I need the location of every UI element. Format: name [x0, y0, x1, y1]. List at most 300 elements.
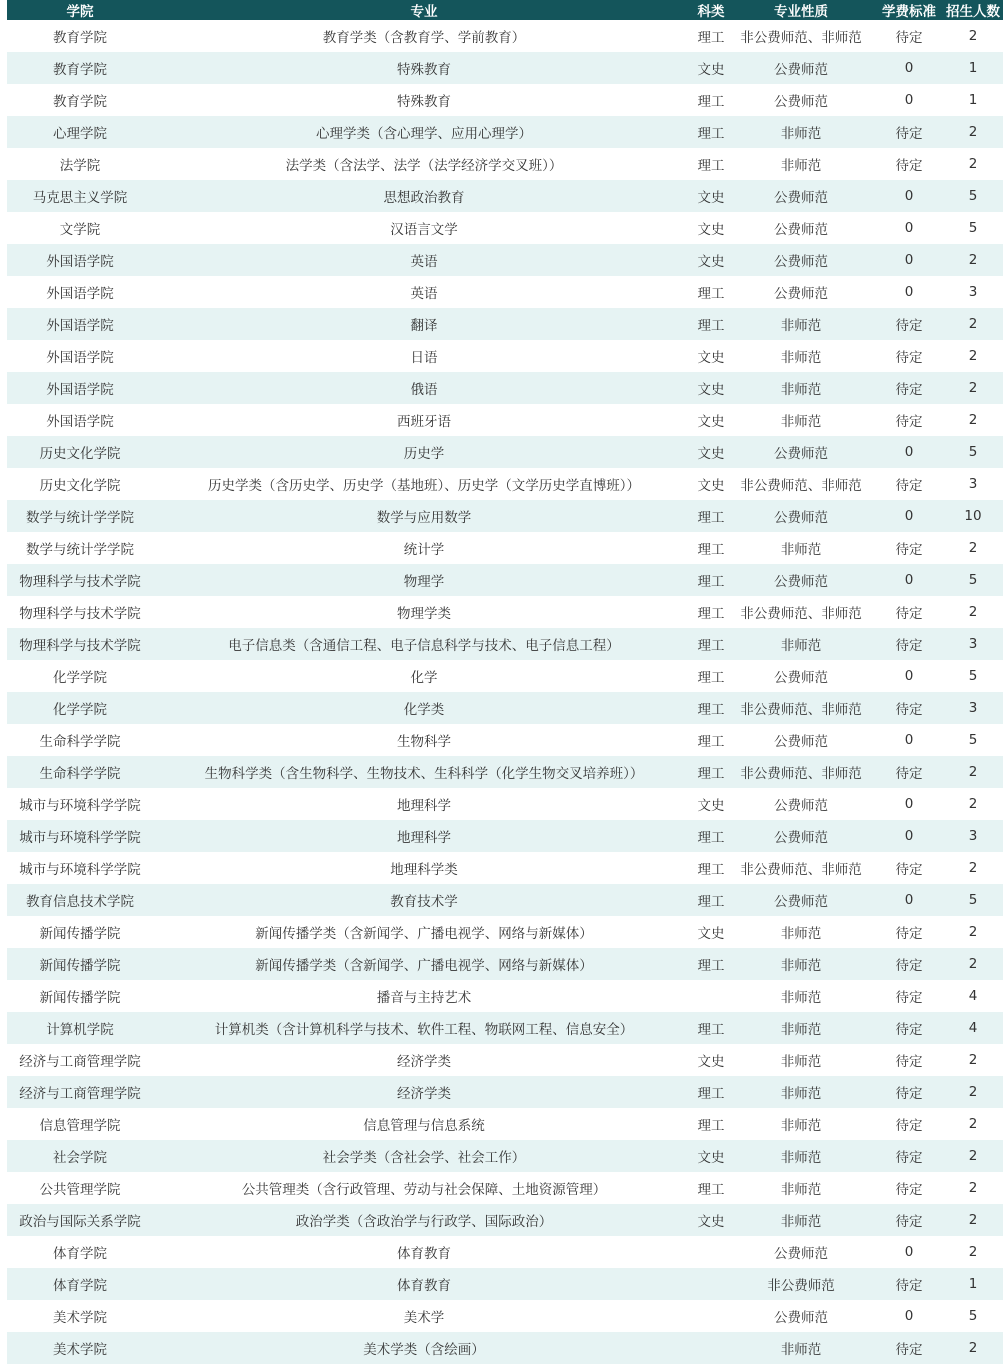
cell-nature: 公费师范: [727, 436, 875, 468]
cell-fee: 待定: [875, 916, 943, 948]
cell-nature: 非师范: [727, 628, 875, 660]
cell-nature: 非师范: [727, 404, 875, 436]
row-gap: [0, 820, 7, 852]
cell-subject: 理工: [695, 84, 727, 116]
cell-college: 物理科学与技术学院: [7, 564, 153, 596]
cell-major: 物理学类: [153, 596, 695, 628]
cell-subject: 理工: [695, 884, 727, 916]
cell-nature: 非公费师范、非师范: [727, 596, 875, 628]
cell-fee: 待定: [875, 948, 943, 980]
cell-nature: 公费师范: [727, 1236, 875, 1268]
cell-major: 日语: [153, 340, 695, 372]
cell-subject: 理工: [695, 1012, 727, 1044]
cell-nature: 公费师范: [727, 52, 875, 84]
cell-quota: 2: [943, 756, 1003, 788]
cell-quota: 10: [943, 500, 1003, 532]
row-gap: [0, 724, 7, 756]
table-body: [0, 20, 1003, 1364]
table-row: [0, 596, 1003, 628]
row-gap: [0, 436, 7, 468]
cell-nature: 公费师范: [727, 212, 875, 244]
cell-fee: 待定: [875, 980, 943, 1012]
cell-fee: 待定: [875, 372, 943, 404]
cell-nature: 非公费师范、非师范: [727, 756, 875, 788]
cell-college: 政治与国际关系学院: [7, 1204, 153, 1236]
cell-quota: 2: [943, 852, 1003, 884]
cell-college: 心理学院: [7, 116, 153, 148]
cell-nature: 非公费师范: [727, 1268, 875, 1300]
cell-major: 法学类（含法学、法学（法学经济学交叉班））: [153, 148, 695, 180]
table-row: [0, 20, 1003, 52]
cell-fee: 待定: [875, 1204, 943, 1236]
cell-fee: 待定: [875, 532, 943, 564]
cell-fee: 待定: [875, 596, 943, 628]
row-gap: [0, 564, 7, 596]
cell-fee: 待定: [875, 148, 943, 180]
cell-quota: 5: [943, 436, 1003, 468]
cell-college: 生命科学学院: [7, 724, 153, 756]
cell-major: 特殊教育: [153, 52, 695, 84]
cell-quota: 2: [943, 1140, 1003, 1172]
table-row: [0, 724, 1003, 756]
table-row: [0, 404, 1003, 436]
table-row: [0, 212, 1003, 244]
cell-fee: 待定: [875, 1332, 943, 1364]
row-gap: [0, 692, 7, 724]
cell-fee: 待定: [875, 20, 943, 52]
cell-fee: 待定: [875, 1076, 943, 1108]
cell-fee: 待定: [875, 756, 943, 788]
cell-college: 城市与环境科学学院: [7, 852, 153, 884]
cell-fee: 0: [875, 436, 943, 468]
table-row: [0, 916, 1003, 948]
cell-nature: 非师范: [727, 1140, 875, 1172]
table-row: [0, 468, 1003, 500]
cell-quota: 2: [943, 788, 1003, 820]
table-row: [0, 1300, 1003, 1332]
cell-nature: 非师范: [727, 1076, 875, 1108]
cell-college: 经济与工商管理学院: [7, 1076, 153, 1108]
table-row: [0, 276, 1003, 308]
cell-fee: 待定: [875, 1268, 943, 1300]
cell-major: 俄语: [153, 372, 695, 404]
cell-major: 历史学类（含历史学、历史学（基地班）、历史学（文学历史学直博班））: [153, 468, 695, 500]
cell-nature: 公费师范: [727, 180, 875, 212]
cell-quota: 2: [943, 1204, 1003, 1236]
cell-major: 翻译: [153, 308, 695, 340]
cell-subject: 理工: [695, 756, 727, 788]
cell-subject: 文史: [695, 180, 727, 212]
row-gap: [0, 884, 7, 916]
cell-major: 教育学类（含教育学、学前教育）: [153, 20, 695, 52]
cell-subject: 文史: [695, 916, 727, 948]
cell-nature: 非公费师范、非师范: [727, 852, 875, 884]
table-row: [0, 628, 1003, 660]
cell-quota: 2: [943, 1108, 1003, 1140]
cell-major: 公共管理类（含行政管理、劳动与社会保障、土地资源管理）: [153, 1172, 695, 1204]
row-gap: [0, 372, 7, 404]
cell-college: 新闻传播学院: [7, 980, 153, 1012]
cell-quota: 2: [943, 404, 1003, 436]
cell-subject: 文史: [695, 404, 727, 436]
cell-quota: 4: [943, 1012, 1003, 1044]
header-fee: 学费标准: [875, 0, 943, 20]
row-gap: [0, 500, 7, 532]
cell-college: 社会学院: [7, 1140, 153, 1172]
cell-quota: 1: [943, 84, 1003, 116]
row-gap: [0, 244, 7, 276]
cell-college: 体育学院: [7, 1236, 153, 1268]
row-gap: [0, 180, 7, 212]
row-gap: [0, 1044, 7, 1076]
cell-quota: 2: [943, 20, 1003, 52]
cell-fee: 0: [875, 724, 943, 756]
cell-subject: 理工: [695, 564, 727, 596]
cell-quota: 2: [943, 596, 1003, 628]
cell-fee: 待定: [875, 852, 943, 884]
cell-quota: 1: [943, 52, 1003, 84]
table-row: [0, 980, 1003, 1012]
cell-major: 经济学类: [153, 1076, 695, 1108]
cell-major: 化学类: [153, 692, 695, 724]
cell-fee: 待定: [875, 1172, 943, 1204]
row-gap: [0, 212, 7, 244]
cell-quota: 5: [943, 180, 1003, 212]
cell-subject: 理工: [695, 820, 727, 852]
row-gap: [0, 916, 7, 948]
cell-nature: 公费师范: [727, 820, 875, 852]
cell-fee: 0: [875, 500, 943, 532]
cell-major: 统计学: [153, 532, 695, 564]
table-row: [0, 1204, 1003, 1236]
cell-college: 化学学院: [7, 692, 153, 724]
cell-nature: 非师范: [727, 916, 875, 948]
cell-fee: 待定: [875, 308, 943, 340]
cell-major: 数学与应用数学: [153, 500, 695, 532]
cell-subject: 文史: [695, 1140, 727, 1172]
cell-major: 英语: [153, 244, 695, 276]
cell-major: 化学: [153, 660, 695, 692]
cell-major: 新闻传播学类（含新闻学、广播电视学、网络与新媒体）: [153, 916, 695, 948]
row-gap: [0, 340, 7, 372]
cell-college: 物理科学与技术学院: [7, 596, 153, 628]
cell-college: 美术学院: [7, 1332, 153, 1364]
row-gap: [0, 404, 7, 436]
cell-college: 教育学院: [7, 20, 153, 52]
cell-nature: 公费师范: [727, 276, 875, 308]
cell-subject: 文史: [695, 1204, 727, 1236]
cell-quota: 2: [943, 1076, 1003, 1108]
cell-quota: 2: [943, 148, 1003, 180]
cell-subject: 理工: [695, 532, 727, 564]
cell-subject: 文史: [695, 436, 727, 468]
cell-nature: 非师范: [727, 372, 875, 404]
header-college: 学院: [7, 0, 153, 20]
row-gap: [0, 148, 7, 180]
cell-fee: 0: [875, 276, 943, 308]
cell-quota: 3: [943, 628, 1003, 660]
table-row: [0, 1076, 1003, 1108]
row-gap: [0, 308, 7, 340]
cell-subject: 理工: [695, 660, 727, 692]
cell-major: 体育教育: [153, 1236, 695, 1268]
table-row: [0, 1172, 1003, 1204]
cell-fee: 0: [875, 788, 943, 820]
cell-nature: 公费师范: [727, 500, 875, 532]
cell-college: 物理科学与技术学院: [7, 628, 153, 660]
row-gap: [0, 1300, 7, 1332]
cell-quota: 3: [943, 276, 1003, 308]
cell-college: 历史文化学院: [7, 436, 153, 468]
table-row: [0, 148, 1003, 180]
table-row: [0, 1140, 1003, 1172]
cell-subject: 文史: [695, 212, 727, 244]
cell-nature: 公费师范: [727, 1300, 875, 1332]
row-gap: [0, 116, 7, 148]
table-row: [0, 884, 1003, 916]
table-row: [0, 436, 1003, 468]
cell-subject: 理工: [695, 148, 727, 180]
cell-nature: 非师范: [727, 116, 875, 148]
cell-quota: 1: [943, 1268, 1003, 1300]
cell-fee: 待定: [875, 468, 943, 500]
cell-subject: 文史: [695, 1044, 727, 1076]
row-gap: [0, 1268, 7, 1300]
cell-major: 特殊教育: [153, 84, 695, 116]
cell-fee: 0: [875, 1300, 943, 1332]
cell-fee: 0: [875, 564, 943, 596]
table-row: [0, 1044, 1003, 1076]
cell-college: 文学院: [7, 212, 153, 244]
cell-quota: 2: [943, 1332, 1003, 1364]
cell-college: 公共管理学院: [7, 1172, 153, 1204]
cell-college: 新闻传播学院: [7, 948, 153, 980]
row-gap: [0, 852, 7, 884]
cell-quota: 5: [943, 724, 1003, 756]
row-gap: [0, 980, 7, 1012]
table-row: [0, 116, 1003, 148]
cell-nature: 非师范: [727, 980, 875, 1012]
cell-nature: 非师范: [727, 1172, 875, 1204]
row-gap: [0, 84, 7, 116]
cell-fee: 0: [875, 884, 943, 916]
cell-major: 西班牙语: [153, 404, 695, 436]
table-row: [0, 372, 1003, 404]
cell-subject: 文史: [695, 788, 727, 820]
cell-subject: 理工: [695, 308, 727, 340]
cell-college: 外国语学院: [7, 276, 153, 308]
cell-major: 美术学: [153, 1300, 695, 1332]
cell-major: 新闻传播学类（含新闻学、广播电视学、网络与新媒体）: [153, 948, 695, 980]
cell-college: 计算机学院: [7, 1012, 153, 1044]
cell-nature: 非师范: [727, 340, 875, 372]
table-row: [0, 500, 1003, 532]
row-gap: [0, 20, 7, 52]
cell-major: 政治学类（含政治学与行政学、国际政治）: [153, 1204, 695, 1236]
cell-major: 地理科学: [153, 788, 695, 820]
row-gap: [0, 1076, 7, 1108]
cell-subject: 理工: [695, 20, 727, 52]
header-nature: 专业性质: [727, 0, 875, 20]
cell-nature: 非公费师范、非师范: [727, 468, 875, 500]
cell-subject: 文史: [695, 340, 727, 372]
cell-fee: 0: [875, 180, 943, 212]
cell-quota: 3: [943, 468, 1003, 500]
cell-quota: 5: [943, 1300, 1003, 1332]
cell-subject: [695, 1268, 727, 1300]
cell-subject: 理工: [695, 692, 727, 724]
table-row: [0, 1236, 1003, 1268]
cell-major: 汉语言文学: [153, 212, 695, 244]
row-gap: [0, 1108, 7, 1140]
row-gap: [0, 276, 7, 308]
cell-major: 信息管理与信息系统: [153, 1108, 695, 1140]
cell-college: 马克思主义学院: [7, 180, 153, 212]
cell-major: 历史学: [153, 436, 695, 468]
cell-major: 美术学类（含绘画）: [153, 1332, 695, 1364]
cell-major: 生物科学类（含生物科学、生物技术、生科科学（化学生物交叉培养班））: [153, 756, 695, 788]
cell-fee: 待定: [875, 628, 943, 660]
cell-college: 教育学院: [7, 52, 153, 84]
cell-major: 经济学类: [153, 1044, 695, 1076]
cell-quota: 5: [943, 212, 1003, 244]
cell-major: 生物科学: [153, 724, 695, 756]
cell-subject: 理工: [695, 1076, 727, 1108]
cell-nature: 公费师范: [727, 84, 875, 116]
cell-nature: 非师范: [727, 532, 875, 564]
cell-college: 城市与环境科学学院: [7, 820, 153, 852]
cell-nature: 公费师范: [727, 788, 875, 820]
table-row: [0, 340, 1003, 372]
cell-fee: 待定: [875, 116, 943, 148]
header-subject: 科类: [695, 0, 727, 20]
cell-subject: [695, 1300, 727, 1332]
row-gap: [0, 468, 7, 500]
table-row: [0, 532, 1003, 564]
table-row: [0, 820, 1003, 852]
cell-major: 计算机类（含计算机科学与技术、软件工程、物联网工程、信息安全）: [153, 1012, 695, 1044]
cell-fee: 待定: [875, 404, 943, 436]
table-row: [0, 756, 1003, 788]
cell-quota: 4: [943, 980, 1003, 1012]
table-row: [0, 692, 1003, 724]
cell-fee: 0: [875, 84, 943, 116]
cell-quota: 2: [943, 948, 1003, 980]
cell-college: 体育学院: [7, 1268, 153, 1300]
cell-quota: 2: [943, 308, 1003, 340]
table-row: [0, 788, 1003, 820]
cell-subject: 理工: [695, 724, 727, 756]
cell-major: 体育教育: [153, 1268, 695, 1300]
cell-college: 外国语学院: [7, 244, 153, 276]
cell-fee: 待定: [875, 1140, 943, 1172]
cell-nature: 非师范: [727, 1108, 875, 1140]
cell-major: 思想政治教育: [153, 180, 695, 212]
table-row: [0, 84, 1003, 116]
table-row: [0, 1012, 1003, 1044]
cell-fee: 0: [875, 212, 943, 244]
cell-quota: 2: [943, 916, 1003, 948]
table-row: [0, 244, 1003, 276]
cell-nature: 非公费师范、非师范: [727, 692, 875, 724]
table-row: [0, 52, 1003, 84]
row-gap: [0, 1236, 7, 1268]
cell-college: 法学院: [7, 148, 153, 180]
cell-nature: 非师范: [727, 1044, 875, 1076]
table-row: [0, 180, 1003, 212]
cell-subject: 理工: [695, 500, 727, 532]
row-gap: [0, 788, 7, 820]
row-gap: [0, 1140, 7, 1172]
cell-subject: 文史: [695, 52, 727, 84]
cell-subject: 文史: [695, 468, 727, 500]
cell-quota: 2: [943, 1172, 1003, 1204]
header-gap: [0, 0, 7, 20]
cell-quota: 2: [943, 372, 1003, 404]
cell-fee: 待定: [875, 340, 943, 372]
cell-quota: 2: [943, 1236, 1003, 1268]
cell-subject: 理工: [695, 948, 727, 980]
table-row: [0, 852, 1003, 884]
cell-subject: [695, 1236, 727, 1268]
cell-nature: 公费师范: [727, 244, 875, 276]
cell-fee: 0: [875, 1236, 943, 1268]
cell-fee: 待定: [875, 692, 943, 724]
cell-nature: 公费师范: [727, 724, 875, 756]
row-gap: [0, 1012, 7, 1044]
cell-college: 教育学院: [7, 84, 153, 116]
cell-fee: 0: [875, 660, 943, 692]
cell-college: 化学学院: [7, 660, 153, 692]
cell-subject: 理工: [695, 1108, 727, 1140]
cell-subject: 理工: [695, 852, 727, 884]
cell-subject: 理工: [695, 596, 727, 628]
cell-fee: 0: [875, 820, 943, 852]
cell-subject: 理工: [695, 116, 727, 148]
cell-subject: 文史: [695, 244, 727, 276]
row-gap: [0, 628, 7, 660]
table-row: [0, 1332, 1003, 1364]
cell-subject: [695, 1332, 727, 1364]
cell-major: 地理科学: [153, 820, 695, 852]
cell-major: 社会学类（含社会学、社会工作）: [153, 1140, 695, 1172]
cell-college: 数学与统计学学院: [7, 500, 153, 532]
cell-college: 教育信息技术学院: [7, 884, 153, 916]
row-gap: [0, 660, 7, 692]
cell-fee: 0: [875, 52, 943, 84]
cell-fee: 0: [875, 244, 943, 276]
table-row: [0, 564, 1003, 596]
cell-nature: 非师范: [727, 148, 875, 180]
cell-subject: [695, 980, 727, 1012]
cell-nature: 非师范: [727, 1332, 875, 1364]
cell-college: 生命科学学院: [7, 756, 153, 788]
cell-college: 经济与工商管理学院: [7, 1044, 153, 1076]
cell-college: 外国语学院: [7, 308, 153, 340]
table-row: [0, 1268, 1003, 1300]
cell-college: 新闻传播学院: [7, 916, 153, 948]
cell-fee: 待定: [875, 1108, 943, 1140]
cell-college: 信息管理学院: [7, 1108, 153, 1140]
cell-college: 城市与环境科学学院: [7, 788, 153, 820]
cell-subject: 文史: [695, 372, 727, 404]
row-gap: [0, 948, 7, 980]
cell-nature: 非师范: [727, 1204, 875, 1236]
cell-major: 播音与主持艺术: [153, 980, 695, 1012]
row-gap: [0, 532, 7, 564]
cell-quota: 5: [943, 884, 1003, 916]
cell-quota: 2: [943, 116, 1003, 148]
